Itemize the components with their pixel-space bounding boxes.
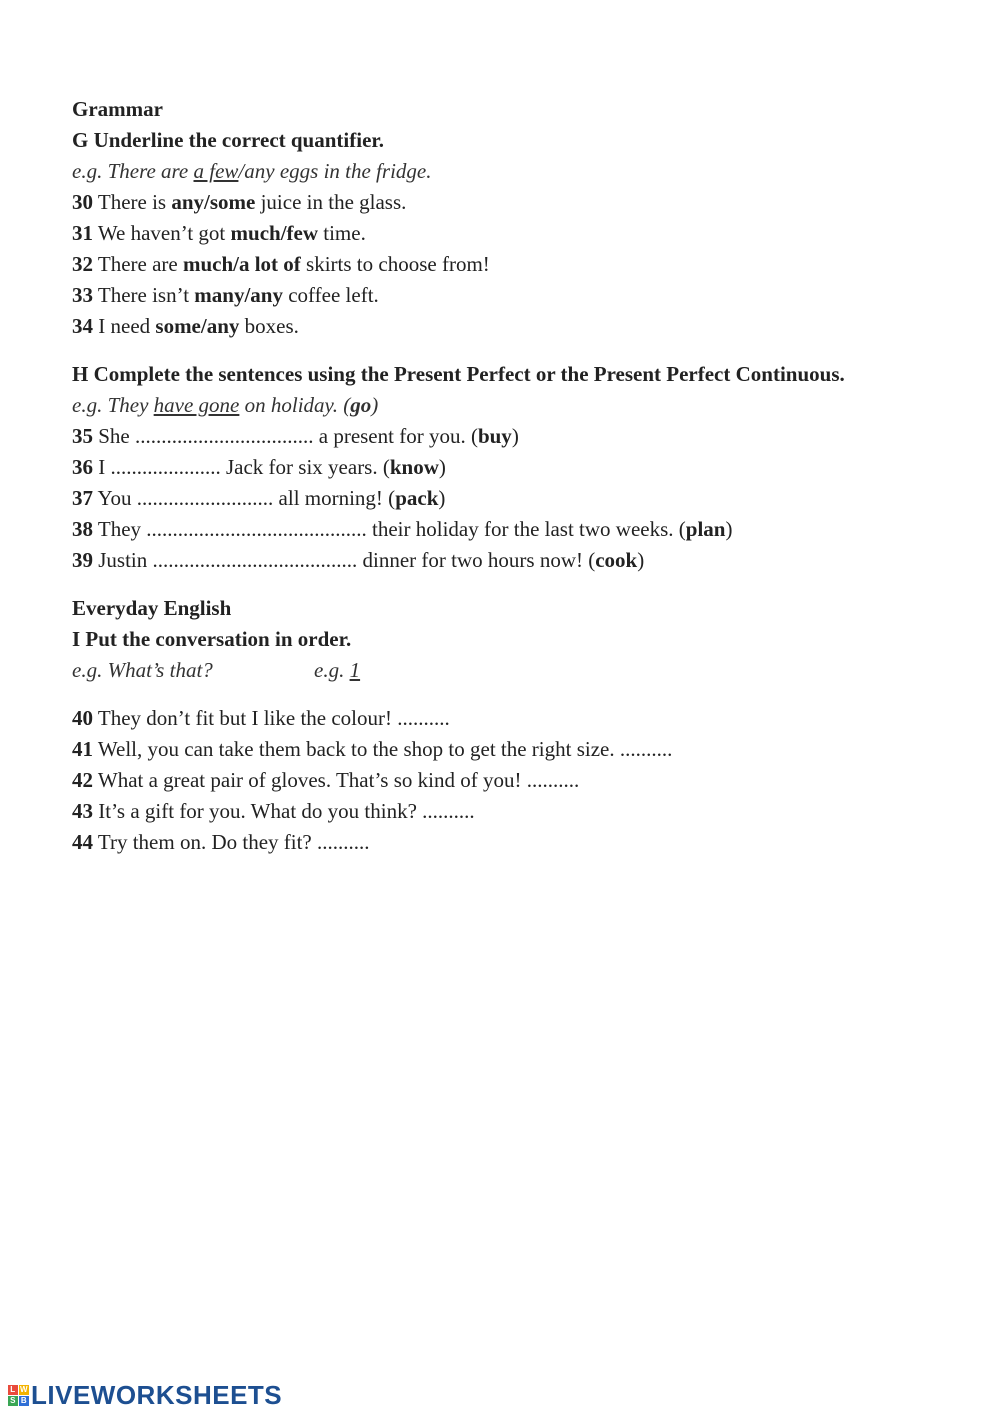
- example-g-underlined: a few: [193, 159, 239, 183]
- answer-blank[interactable]: I ..................... Jack for six years. (: [93, 455, 390, 479]
- question-37: 37 You .......................... all morning! (pack): [72, 486, 446, 510]
- instruction-i: I Put the conversation in order.: [72, 627, 352, 651]
- question-36: 36 I ..................... Jack for six years. (know): [72, 455, 446, 479]
- example-h-underlined: have gone: [153, 393, 240, 417]
- order-answer[interactable]: Well, you can take them back to the shop to get the right size. ..........: [93, 737, 673, 761]
- logo-block: L: [8, 1385, 18, 1395]
- logo-text: LIVEWORKSHEETS: [31, 1380, 283, 1410]
- worksheet: [72, 94, 952, 858]
- example-g: e.g. There are a few/any eggs in the fridge.: [72, 159, 432, 183]
- answer-blank[interactable]: Justin ....................................... dinner for two hours now! (: [93, 548, 596, 572]
- question-44: 44 Try them on. Do they fit? ..........: [72, 830, 370, 854]
- logo-block: W: [19, 1385, 29, 1394]
- order-answer[interactable]: They don’t fit but I like the colour! ..........: [93, 706, 450, 730]
- question-39: 39 Justin ....................................... dinner for two hours now! (cook): [72, 548, 645, 572]
- question-42: 42 What a great pair of gloves. That’s so kind of you! ..........: [72, 768, 580, 792]
- question-40: 40 They don’t fit but I like the colour! ..........: [72, 706, 450, 730]
- logo-blocks-icon: [8, 1385, 29, 1406]
- question-32: 32 There are much/a lot of skirts to choose from!: [72, 252, 490, 276]
- quantifier-choice[interactable]: much/a lot of: [182, 252, 301, 276]
- example-h: e.g. They have gone on holiday. (go): [72, 393, 379, 417]
- spacer: [72, 686, 952, 703]
- question-34: 34 I need some/any boxes.: [72, 314, 299, 338]
- logo-block: S: [8, 1396, 18, 1406]
- order-answer[interactable]: It’s a gift for you. What do you think? ..........: [93, 799, 475, 823]
- question-30: 30 There is any/some juice in the glass.: [72, 190, 407, 214]
- instruction-g: G Underline the correct quantifier.: [72, 128, 385, 152]
- order-answer[interactable]: Try them on. Do they fit? ..........: [93, 830, 370, 854]
- spacer: [72, 576, 952, 593]
- question-33: 33 There isn’t many/any coffee left.: [72, 283, 379, 307]
- section-heading-grammar: Grammar: [72, 97, 163, 121]
- example-i: e.g. What’s that? e.g. 1: [72, 658, 361, 682]
- section-heading-everyday-english: Everyday English: [72, 596, 232, 620]
- spacer: [72, 342, 952, 359]
- question-43: 43 It’s a gift for you. What do you think? ..........: [72, 799, 475, 823]
- order-answer[interactable]: What a great pair of gloves. That’s so kind of you! ..........: [93, 768, 580, 792]
- answer-blank[interactable]: She .................................. a present for you. (: [93, 424, 478, 448]
- answer-blank[interactable]: They .......................................... their holiday for the last two weeks. (: [93, 517, 686, 541]
- answer-blank[interactable]: You .......................... all morning! (: [93, 486, 396, 510]
- quantifier-choice[interactable]: many/any: [194, 283, 283, 307]
- instruction-h: H Complete the sentences using the Present Perfect or the Present Perfect Continuous.: [72, 362, 845, 386]
- question-38: 38 They .......................................... their holiday for the last two weeks. (plan): [72, 517, 733, 541]
- logo-block: B: [20, 1396, 28, 1405]
- quantifier-choice[interactable]: any/some: [171, 190, 256, 214]
- question-41: 41 Well, you can take them back to the shop to get the right size. ..........: [72, 737, 673, 761]
- quantifier-choice[interactable]: much/few: [230, 221, 319, 245]
- example-i-number: 1: [349, 658, 361, 682]
- question-35: 35 She .................................. a present for you. (buy): [72, 424, 519, 448]
- question-31: 31 We haven’t got much/few time.: [72, 221, 366, 245]
- quantifier-choice[interactable]: some/any: [155, 314, 240, 338]
- liveworksheets-logo: [8, 1380, 282, 1411]
